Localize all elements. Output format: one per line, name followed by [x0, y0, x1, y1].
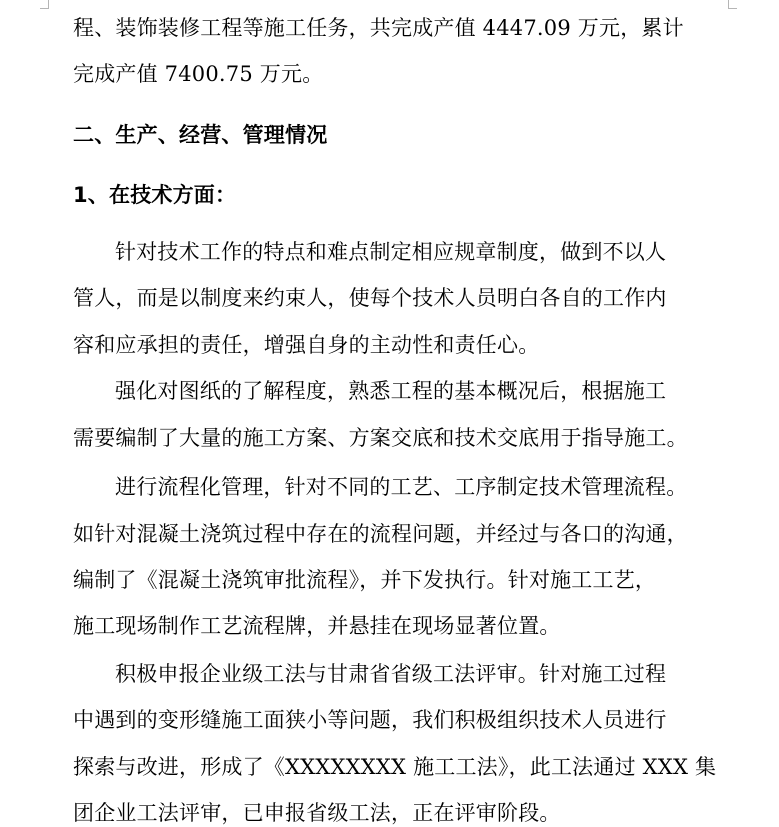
page-corner-mark-left [40, 0, 49, 9]
paragraph-line: 管人，而是以制度来约束人，使每个技术人员明白各自的工作内 [73, 286, 667, 310]
subsection-heading: 1、在技术方面： [73, 183, 237, 207]
paragraph-line: 针对技术工作的特点和难点制定相应规章制度，做到不以人 [115, 240, 667, 264]
paragraph-line: 如针对混凝土浇筑过程中存在的流程问题，并经过与各口的沟通， [73, 522, 688, 546]
paragraph-line: 强化对图纸的了解程度，熟悉工程的基本概况后，根据施工 [115, 379, 667, 403]
paragraph-line: 完成产值 7400.75 万元。 [73, 62, 324, 86]
paragraph-line: 程、装饰装修工程等施工任务，共完成产值 4447.09 万元，累计 [73, 16, 684, 40]
paragraph-line: 容和应承担的责任，增强自身的主动性和责任心。 [73, 333, 540, 357]
page-corner-mark-right [728, 0, 737, 9]
paragraph-line: 探索与改进，形成了《XXXXXXXX 施工工法》，此工法通过 XXX 集 [73, 755, 717, 779]
paragraph-line: 需要编制了大量的施工方案、方案交底和技术交底用于指导施工。 [73, 426, 688, 450]
paragraph-line: 进行流程化管理，针对不同的工艺、工序制定技术管理流程。 [115, 475, 688, 499]
paragraph-line: 编制了《混凝土浇筑审批流程》，并下发执行。针对施工工艺， [73, 568, 657, 592]
paragraph-line: 团企业工法评审，已申报省级工法，正在评审阶段。 [73, 801, 561, 825]
paragraph-line: 施工现场制作工艺流程牌，并悬挂在现场显著位置。 [73, 614, 561, 638]
paragraph-line: 中遇到的变形缝施工面狭小等问题，我们积极组织技术人员进行 [73, 708, 667, 732]
section-heading: 二、生产、经营、管理情况 [73, 123, 328, 147]
paragraph-line: 积极申报企业级工法与甘肃省省级工法评审。针对施工过程 [115, 662, 667, 686]
